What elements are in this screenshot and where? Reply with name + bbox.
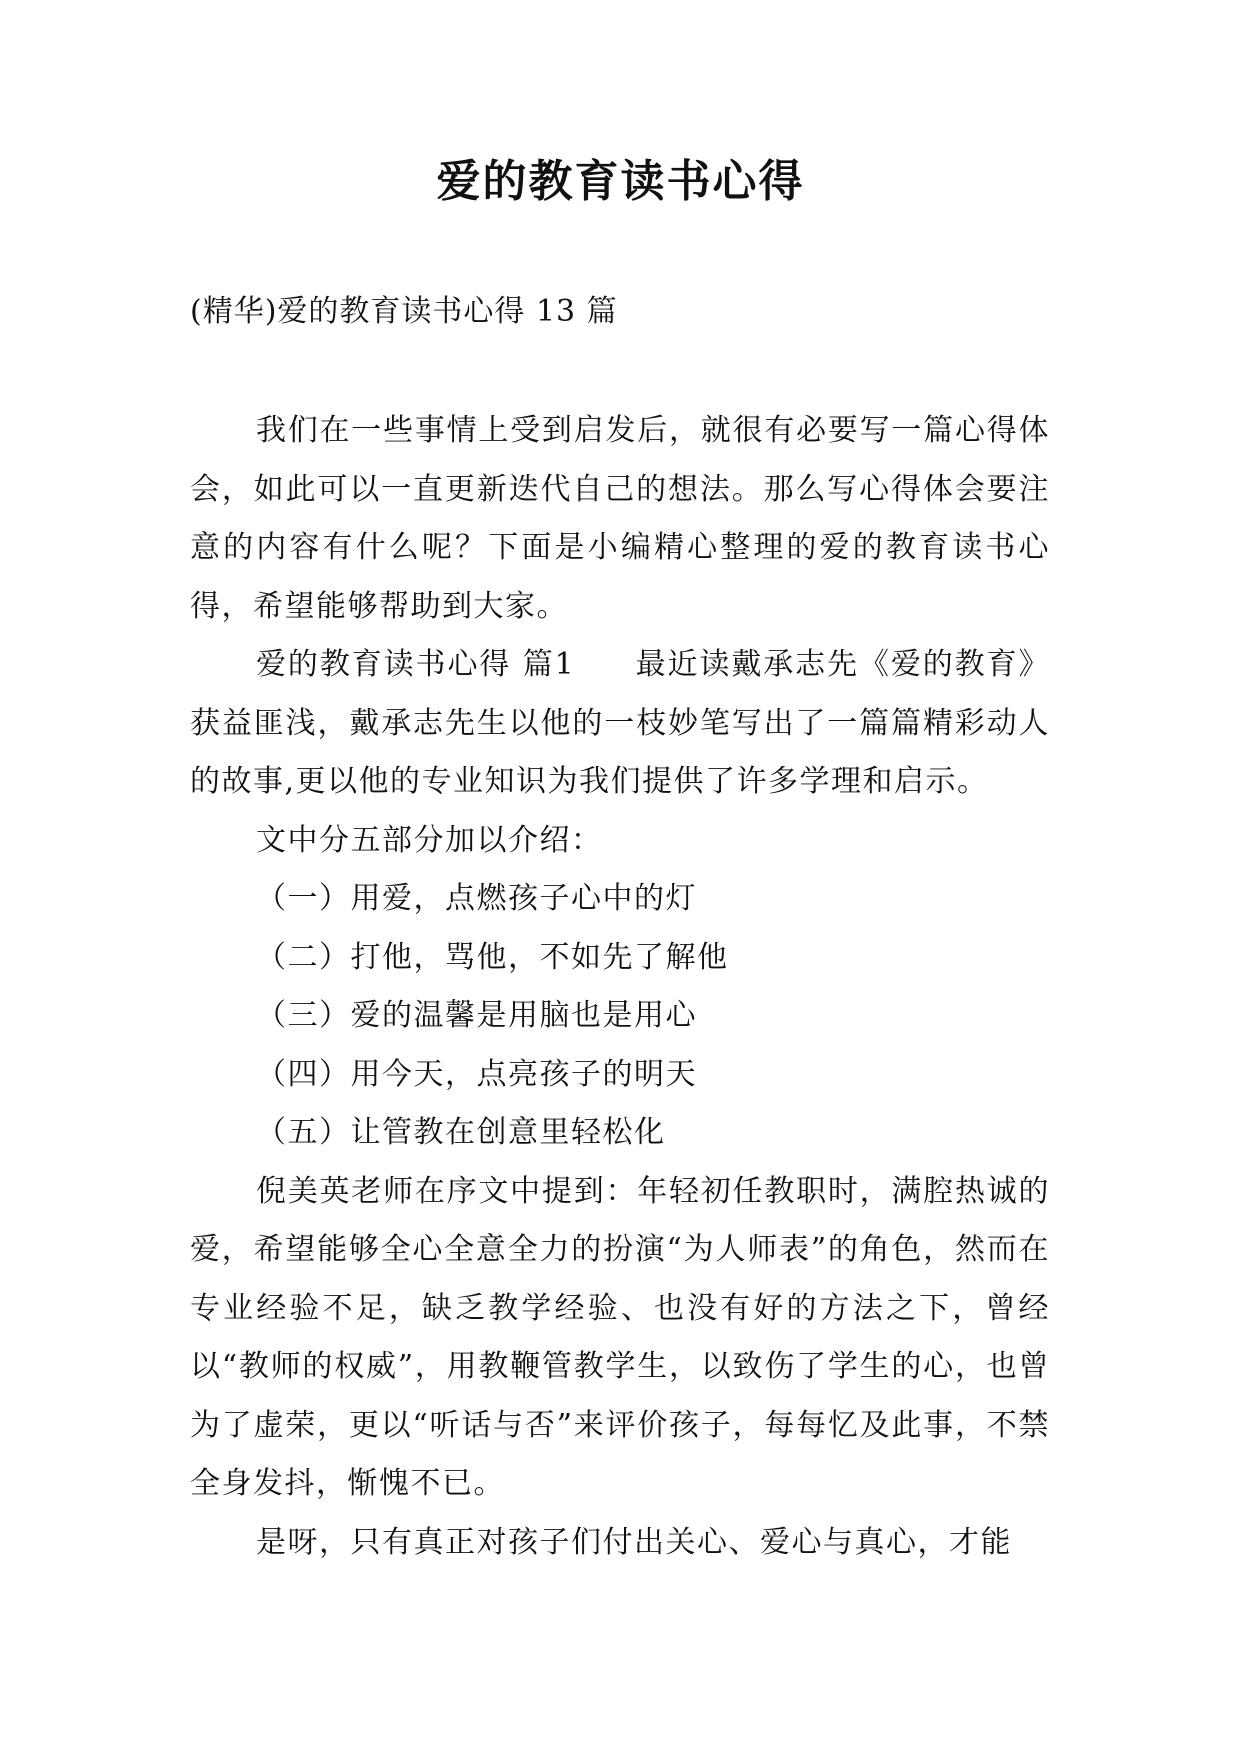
outline-intro-paragraph: 文中分五部分加以介绍： — [256, 822, 603, 858]
document-title: 爱的教育读书心得 — [436, 156, 805, 207]
document-subtitle: (精华)爱的教育读书心得 13 篇 — [190, 294, 618, 329]
outline-item-3: （三）爱的温馨是用脑也是用心 — [256, 998, 697, 1033]
outline-item-2: （二）打他，骂他，不如先了解他 — [256, 939, 729, 975]
outline-item-4: （四）用今天，点亮孩子的明天 — [256, 1056, 697, 1092]
outline-item-1: （一）用爱，点燃孩子心中的灯 — [256, 881, 697, 916]
document-body — [190, 402, 1050, 1572]
section-heading: 爱的教育读书心得 篇1 — [256, 647, 576, 682]
section-heading-paragraph — [190, 636, 1050, 812]
section-opening-text: 最近读戴承志先《爱的教育》获益匪浅，戴承志先生以他的一枝妙笔写出了一篇篇精彩动人的故事,更以他的专业知识为我们提供了许多学理和启示。 — [190, 647, 1051, 799]
preface-paragraph: 倪美英老师在序文中提到：年轻初任教职时，满腔热诚的爱，希望能够全心全意全力的扮演“为人师表”的角色，然而在专业经验不足，缺乏教学经验、也没有好的方法之下，曾经以“教师的权威”，用教鞭管教学生，以致伤了学生的心，也曾为了虚荣，更以“听话与否”来评价孩子，每每忆及此事，不禁全身发抖，惭愧不已。 — [190, 1173, 1050, 1501]
outline-item-5: （五）让管教在创意里轻松化 — [256, 1115, 666, 1150]
intro-paragraph: 我们在一些事情上受到启发后，就很有必要写一篇心得体会，如此可以一直更新迭代自己的想法。那么写心得体会要注意的内容有什么呢？下面是小编精心整理的爱的教育读书心得，希望能够帮助到大家。 — [190, 413, 1050, 624]
closing-paragraph: 是呀，只有真正对孩子们付出关心、爱心与真心，才能 — [256, 1524, 1012, 1560]
